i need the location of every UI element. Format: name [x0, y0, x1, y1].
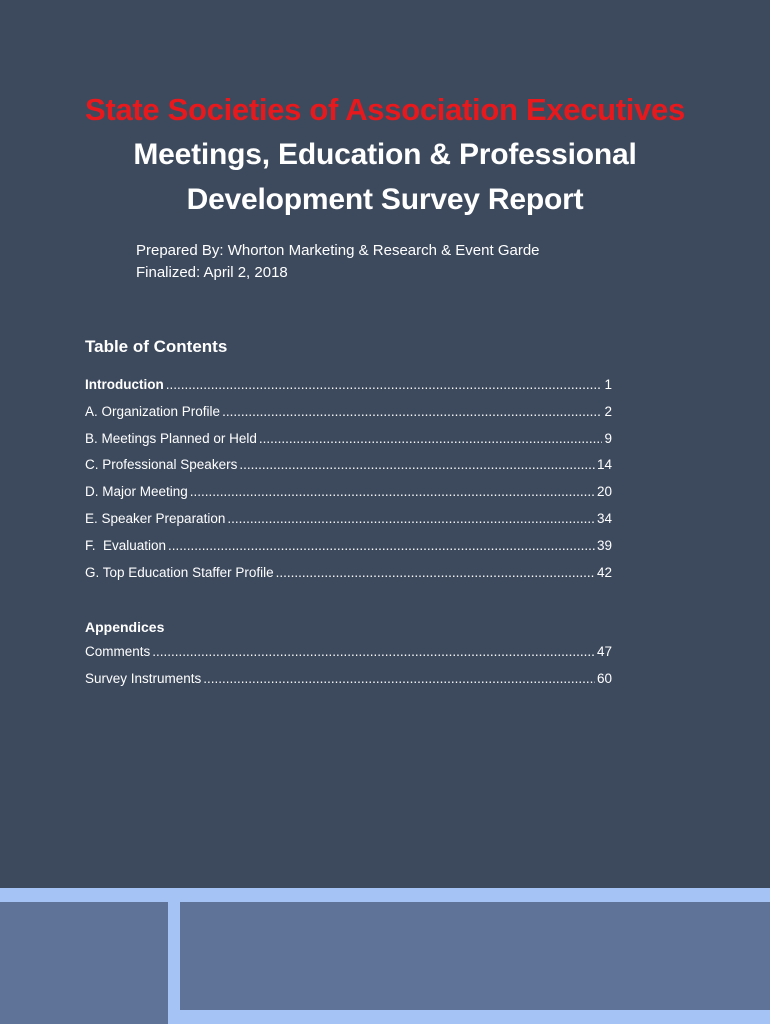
toc-entry-organization-profile[interactable]: [85, 404, 612, 431]
toc-leader-dots: [168, 538, 595, 553]
toc-entry-professional-speakers[interactable]: [85, 457, 612, 484]
toc-entry-label: G. Top Education Staffer Profile: [85, 564, 274, 580]
prepared-by: Prepared By: Whorton Marketing & Research & Event Garde: [136, 242, 540, 259]
appendix-entry-label: Survey Instruments: [85, 670, 202, 686]
toc-entry-page: 14: [596, 457, 612, 473]
toc-leader-dots: [166, 377, 603, 392]
toc-heading: Table of Contents: [85, 337, 228, 356]
title-organization: State Societies of Association Executives: [85, 92, 685, 127]
toc-leader-dots: [222, 404, 602, 419]
toc-entry-label: A. Organization Profile: [85, 403, 221, 419]
toc-entry-introduction[interactable]: [85, 377, 612, 404]
toc-entry-evaluation[interactable]: [85, 538, 612, 565]
appendix-entry-label: Comments: [85, 644, 151, 659]
toc-leader-dots: [227, 511, 595, 526]
report-title: [0, 88, 770, 222]
footer-box-right: [180, 902, 770, 1010]
toc-entry-page: 2: [604, 403, 612, 419]
toc-entry-top-education-staffer[interactable]: [85, 565, 612, 592]
toc-entry-speaker-preparation[interactable]: [85, 511, 612, 538]
prepared-info: [136, 240, 540, 284]
appendices-list: [85, 644, 612, 698]
toc-entry-page: 39: [596, 537, 612, 553]
toc-leader-dots: [203, 671, 595, 686]
toc-entry-label: D. Major Meeting: [85, 484, 188, 500]
toc-entry-label: Introduction: [85, 377, 164, 392]
toc-entry-meetings-planned[interactable]: [85, 431, 612, 458]
table-of-contents: [85, 377, 612, 591]
toc-entry-label: F. Evaluation: [85, 537, 167, 553]
appendix-entry-page: 60: [596, 670, 612, 686]
toc-entry-page: 9: [604, 430, 612, 446]
appendix-entry-comments[interactable]: [85, 644, 612, 671]
title-line-2: Meetings, Education & Professional: [133, 138, 637, 171]
toc-entry-label: B. Meetings Planned or Held: [85, 430, 257, 446]
toc-leader-dots: [276, 565, 595, 580]
toc-entry-page: 1: [604, 377, 612, 392]
toc-entry-page: 20: [596, 484, 612, 500]
finalized-date: Finalized: April 2, 2018: [136, 264, 288, 281]
appendices-heading: Appendices: [85, 619, 165, 635]
toc-entry-label: C. Professional Speakers: [85, 457, 238, 473]
toc-entry-page: 42: [596, 564, 612, 580]
title-line-3: Development Survey Report: [186, 183, 584, 216]
appendix-entry-survey-instruments[interactable]: [85, 671, 612, 698]
appendix-entry-page: 47: [596, 644, 612, 659]
toc-entry-label: E. Speaker Preparation: [85, 510, 226, 526]
toc-entry-major-meeting[interactable]: [85, 484, 612, 511]
footer-box-left: [0, 902, 168, 1024]
toc-leader-dots: [239, 457, 595, 472]
toc-entry-page: 34: [596, 510, 612, 526]
toc-leader-dots: [259, 431, 603, 446]
toc-leader-dots: [190, 484, 595, 499]
toc-leader-dots: [152, 644, 595, 659]
